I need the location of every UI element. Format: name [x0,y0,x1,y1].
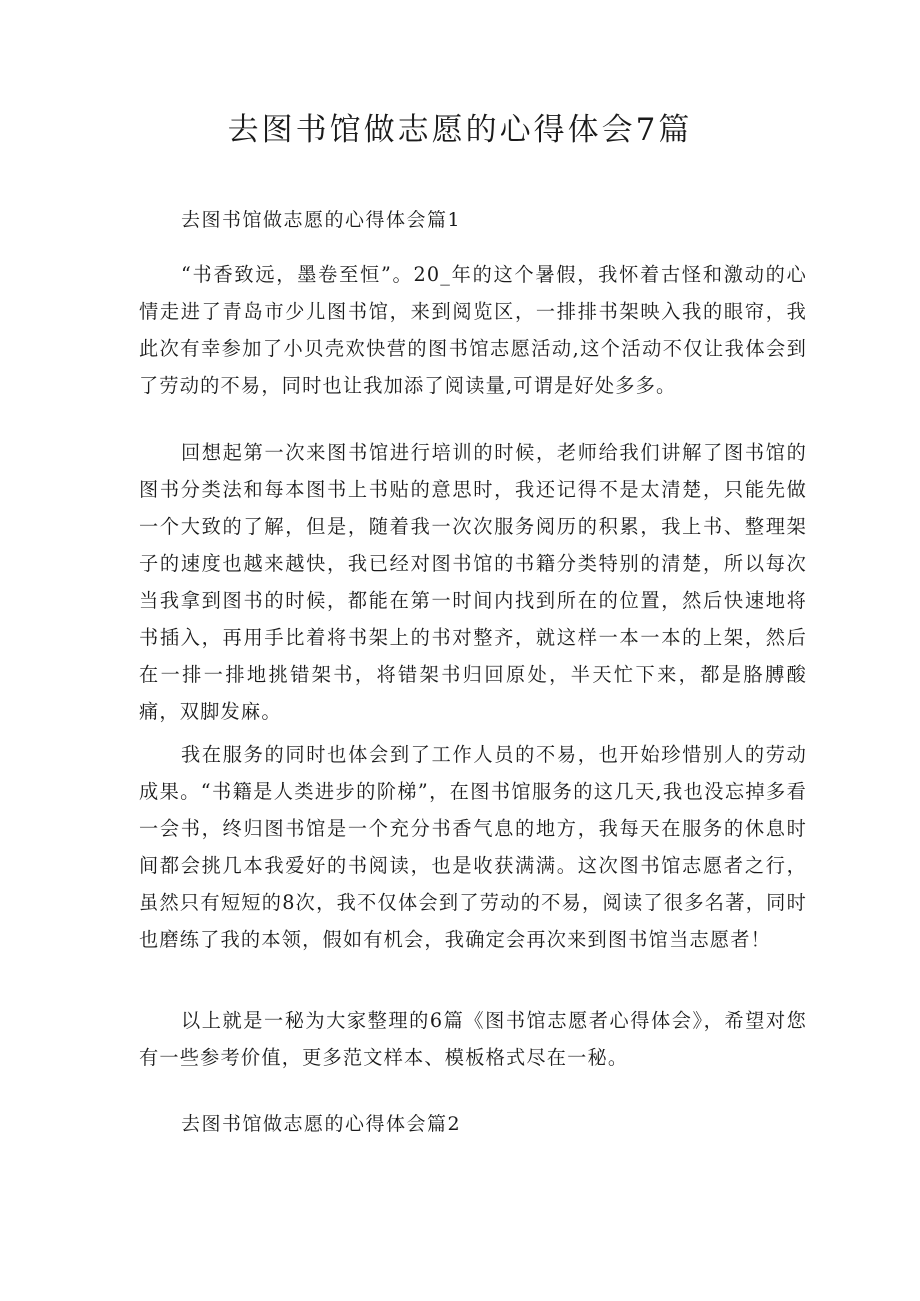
paragraph: 以上就是一秘为大家整理的6篇《图书馆志愿者心得体会》，希望对您有一些参考价值，更多范文样本、模板格式尽在一秘。 [139,1009,807,1069]
paragraph: 回想起第一次来图书馆进行培训的时候，老师给我们讲解了图书馆的图书分类法和每本图书上书贴的意思时，我还记得不是太清楚，只能先做一个大致的了解，但是，随着我一次次服务阅历的积累，我上书、整理架子的速度也越来越快，我已经对图书馆的书籍分类特别的清楚，所以每次当我拿到图书的时候，都能在第一时间内找到所在的位置，然后快速地将书插入，再用手比着将书架上的书对整齐，就这样一本一本的上架，然后在一排一排地挑错架书，将错架书归回原处，半天忙下来，都是胳膊酸痛，双脚发麻。 [139,441,807,723]
paragraph: “书香致远，墨卷至恒”。20_年的这个暑假，我怀着古怪和激动的心情走进了青岛市少儿图书馆，来到阅览区，一排排书架映入我的眼帘，我此次有幸参加了小贝壳欢快营的图书馆志愿活动,这个活动不仅让我体会到了劳动的不易，同时也让我加添了阅读量,可谓是好处多多。 [139,263,807,397]
paragraph: 我在服务的同时也体会到了工作人员的不易，也开始珍惜别人的劳动成果。“书籍是人类进步的阶梯”，在图书馆服务的这几天,我也没忘掉多看一会书，终归图书馆是一个充分书香气息的地方，我每天在服务的休息时间都会挑几本我爱好的书阅读，也是收获满满。这次图书馆志愿者之行，虽然只有短短的8次，我不仅体会到了劳动的不易，阅读了很多名著，同时也磨练了我的本领，假如有机会，我确定会再次来到图书馆当志愿者！ [139,743,807,951]
section-heading-2: 去图书馆做志愿的心得体会篇2 [181,1113,462,1135]
section-heading-1: 去图书馆做志愿的心得体会篇1 [181,209,462,231]
document-title: 去图书馆做志愿的心得体会7篇 [227,112,693,148]
